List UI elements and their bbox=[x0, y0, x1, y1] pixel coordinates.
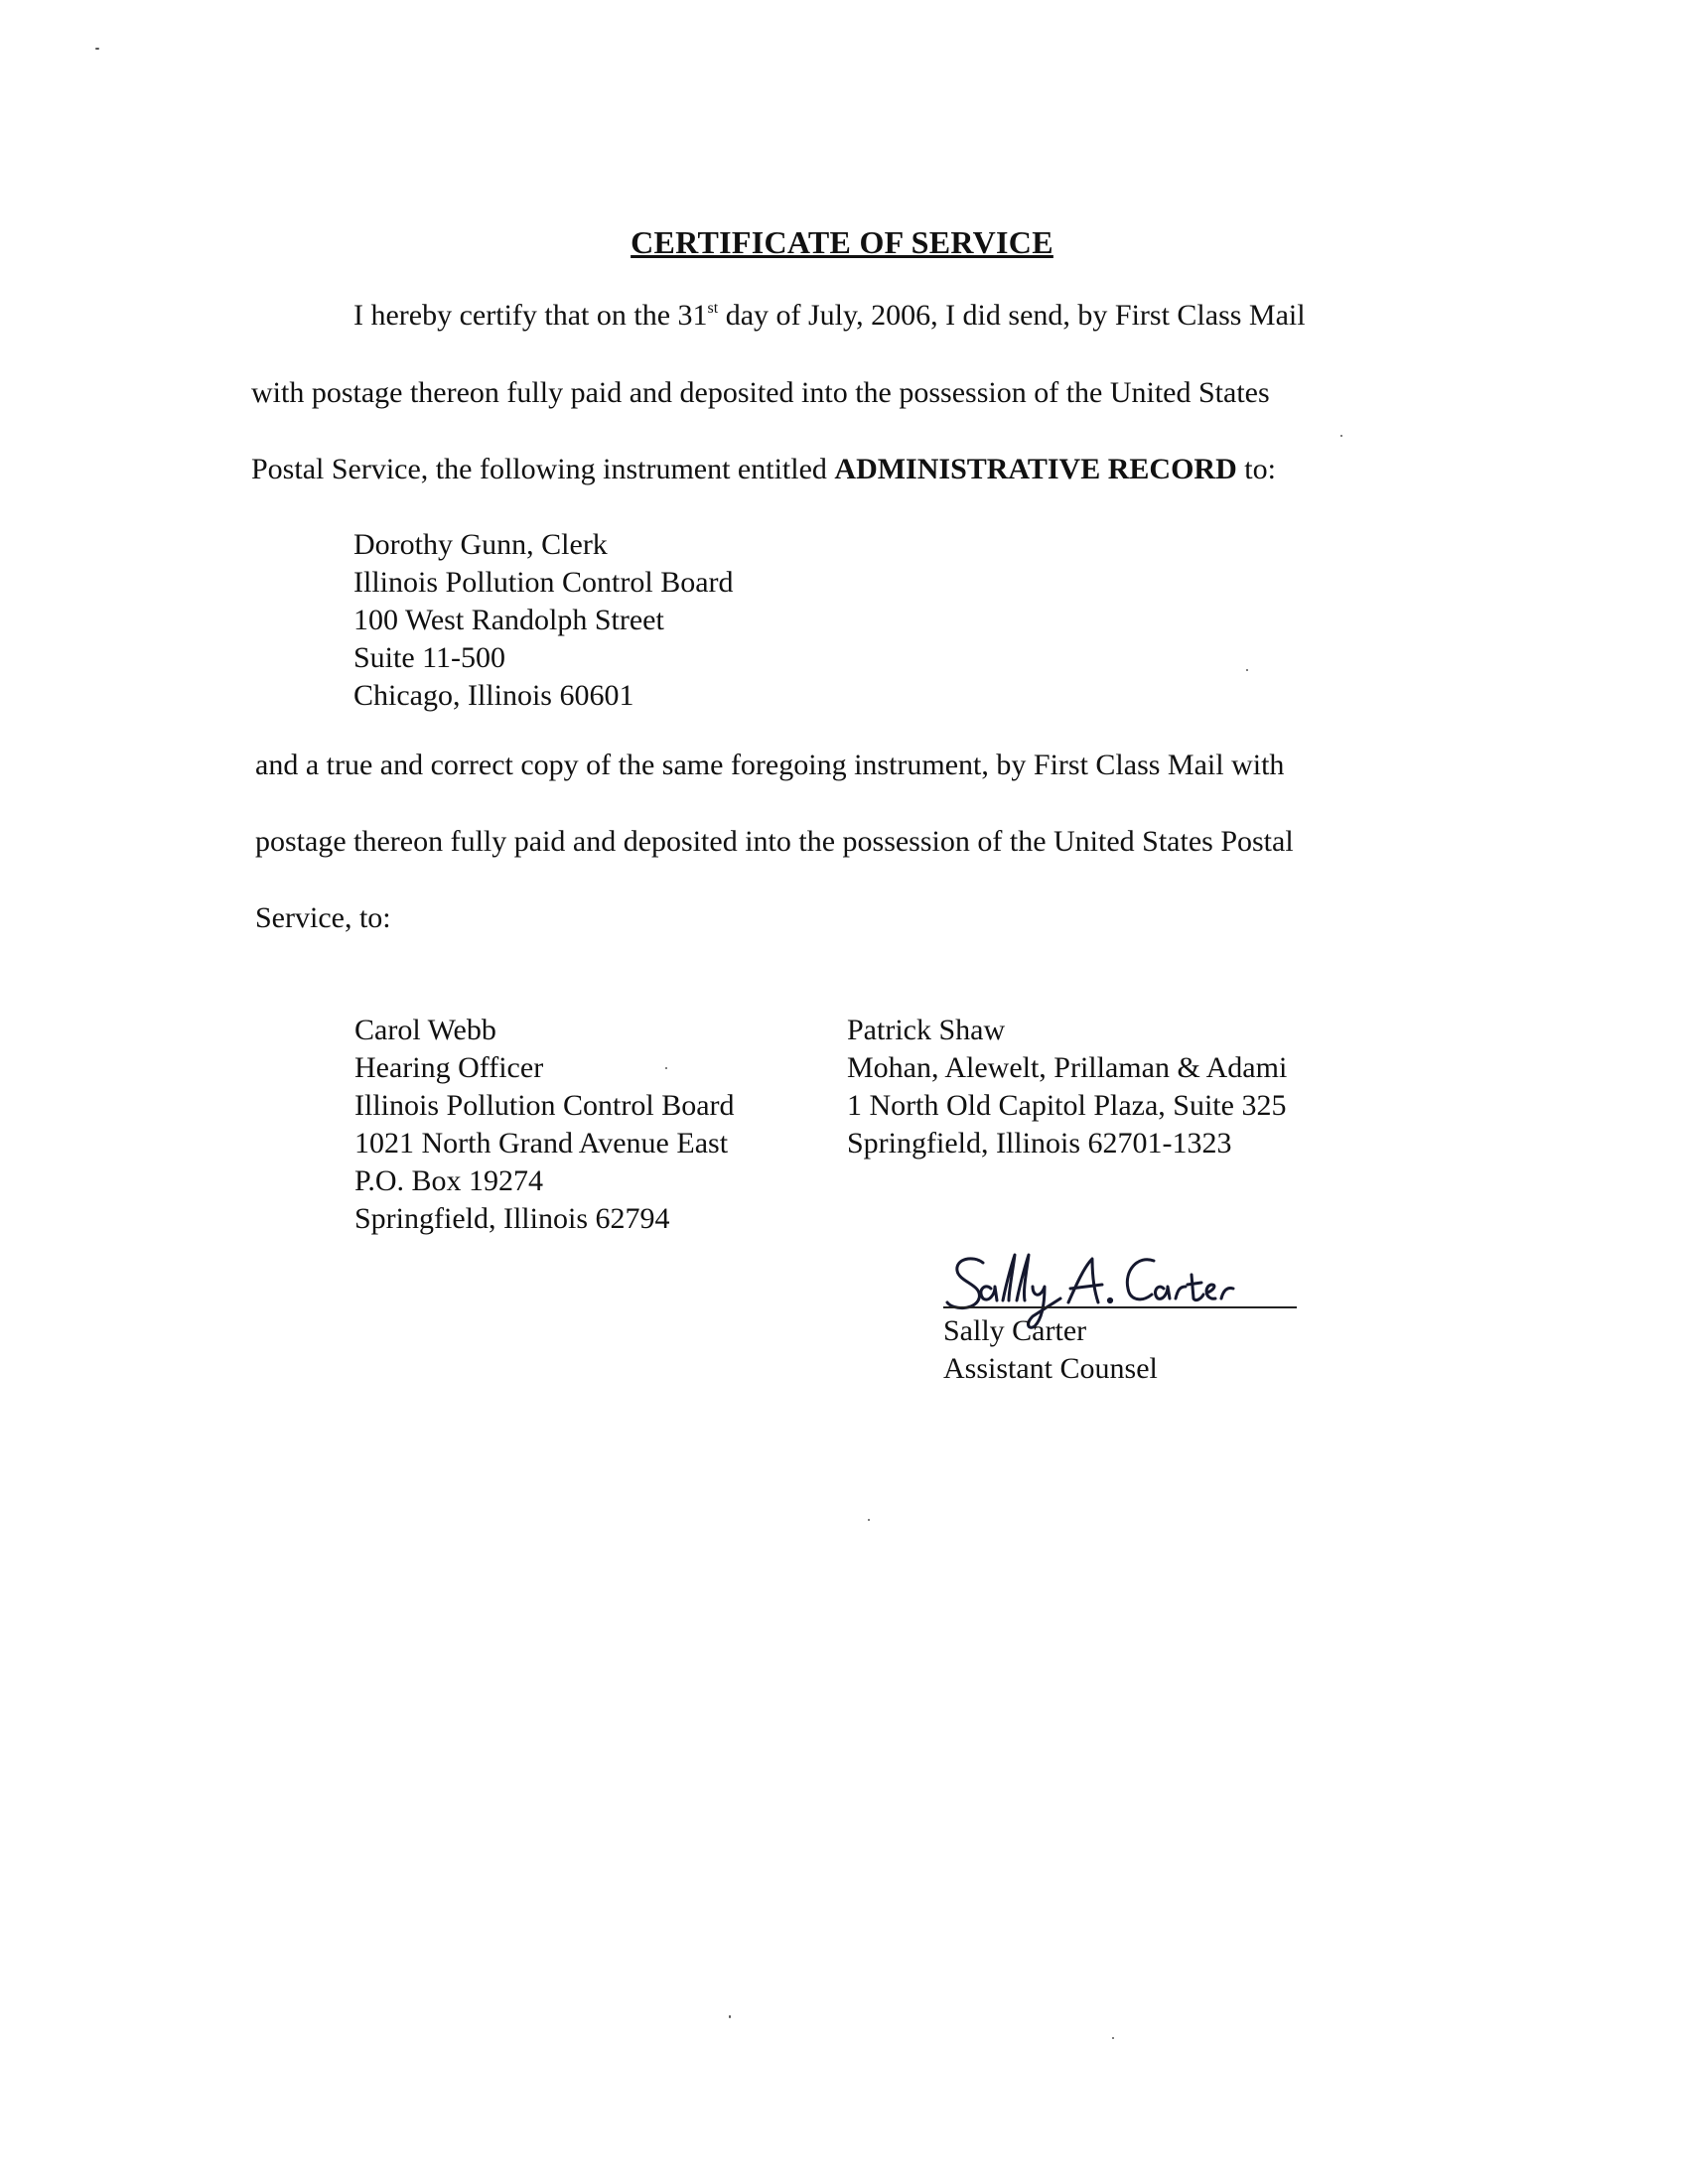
signature-block bbox=[943, 1241, 1301, 1390]
address-line: 1 North Old Capitol Plaza, Suite 325 bbox=[847, 1089, 1287, 1122]
recipient-hearing-officer-address bbox=[354, 1012, 735, 1238]
address-line: Suite 11-500 bbox=[353, 641, 506, 674]
paragraph1-line3-start: Postal Service, the following instrument entitled bbox=[251, 453, 835, 485]
instrument-title: ADMINISTRATIVE RECORD bbox=[834, 453, 1237, 485]
paragraph2-line3: Service, to: bbox=[255, 901, 391, 934]
address-line: Patrick Shaw bbox=[847, 1014, 1006, 1046]
ordinal-suffix: st bbox=[707, 300, 719, 317]
address-line: P.O. Box 19274 bbox=[354, 1164, 544, 1197]
recipient-attorney-address bbox=[847, 1012, 1287, 1162]
document-title: CERTIFICATE OF SERVICE bbox=[631, 224, 1053, 260]
address-line: Carol Webb bbox=[354, 1014, 496, 1046]
paragraph1-line3 bbox=[251, 455, 1276, 484]
paragraph1-line1-end: day of July, 2006, I did send, by First Class Mail bbox=[718, 299, 1306, 332]
scan-speck bbox=[1340, 435, 1342, 437]
address-line: Springfield, Illinois 62794 bbox=[354, 1202, 670, 1235]
signer-name: Sally Carter bbox=[943, 1314, 1087, 1347]
scan-speck bbox=[1246, 669, 1248, 671]
address-line: Dorothy Gunn, Clerk bbox=[353, 528, 608, 561]
scan-speck bbox=[1112, 2037, 1114, 2039]
address-line: Hearing Officer bbox=[354, 1051, 544, 1084]
scan-speck bbox=[95, 48, 99, 50]
address-line: Chicago, Illinois 60601 bbox=[353, 679, 634, 712]
signature-line bbox=[943, 1306, 1297, 1308]
address-line: Illinois Pollution Control Board bbox=[353, 566, 734, 599]
paragraph2-line1: and a true and correct copy of the same foregoing instrument, by First Class Mail with bbox=[255, 749, 1285, 781]
scan-speck bbox=[868, 1519, 870, 1521]
address-line: Illinois Pollution Control Board bbox=[354, 1089, 735, 1122]
recipient-clerk-address bbox=[353, 526, 734, 715]
paragraph2-line2: postage thereon fully paid and deposited into the possession of the United States Postal bbox=[255, 825, 1294, 858]
address-line: Mohan, Alewelt, Prillaman & Adami bbox=[847, 1051, 1288, 1084]
scan-speck bbox=[665, 1067, 667, 1069]
paragraph1-line1 bbox=[353, 301, 1306, 331]
signer-title: Assistant Counsel bbox=[943, 1352, 1158, 1385]
address-line: Springfield, Illinois 62701-1323 bbox=[847, 1127, 1232, 1160]
paragraph1-line3-end: to: bbox=[1236, 453, 1276, 485]
address-line: 100 West Randolph Street bbox=[353, 604, 664, 636]
paragraph1-line1-start: I hereby certify that on the 31 bbox=[353, 299, 708, 332]
scan-speck bbox=[729, 2015, 731, 2018]
paragraph1-line2: with postage thereon fully paid and deposited into the possession of the United States bbox=[251, 376, 1270, 409]
address-line: 1021 North Grand Avenue East bbox=[354, 1127, 729, 1160]
